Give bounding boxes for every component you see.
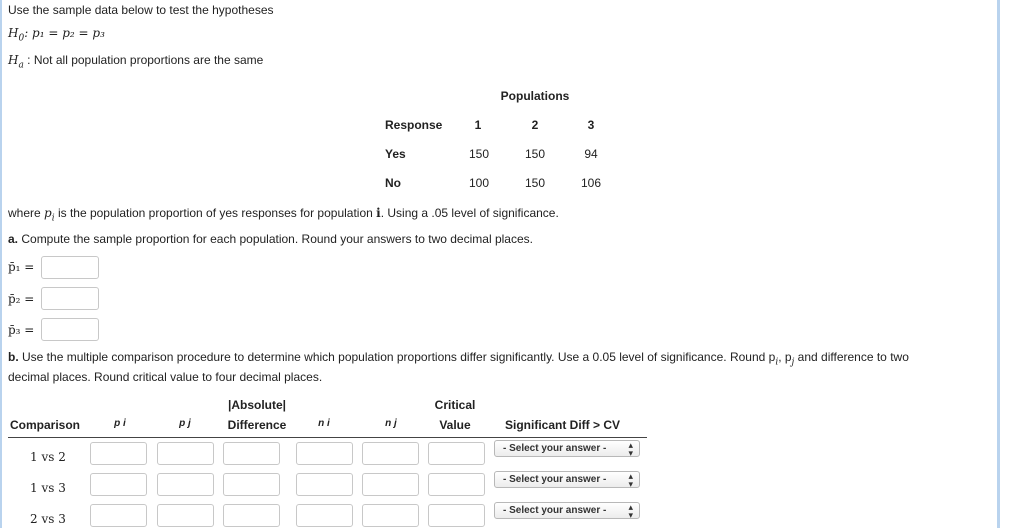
intro-text: Use the sample data below to test the hypotheses xyxy=(8,3,274,17)
row2-pj-input[interactable] xyxy=(157,473,214,496)
row1-nj-input[interactable] xyxy=(362,442,419,465)
row1-label: 1 vs 2 xyxy=(30,450,66,464)
data-header-pop2: 2 xyxy=(531,118,539,132)
part-b-comma: , p xyxy=(778,350,792,364)
where-middle: is the population proportion of yes responses for population xyxy=(54,206,377,220)
row2-critical-input[interactable] xyxy=(428,473,485,496)
header-value: Value xyxy=(439,418,471,432)
select-arrows-icon: ▴ ▾ xyxy=(628,502,633,520)
data-yes-pop2: 150 xyxy=(524,147,546,161)
where-p-sub: i xyxy=(51,213,55,224)
page-frame-left xyxy=(0,0,2,528)
header-significant: Significant Diff > CV xyxy=(505,418,621,432)
header-pi: p i xyxy=(114,418,126,429)
part-b-text-end: and difference to two xyxy=(794,350,909,364)
row3-label: 2 vs 3 xyxy=(30,512,66,526)
ha-label: H xyxy=(8,53,19,67)
row2-significance-select[interactable] xyxy=(494,471,640,488)
row3-pi-input[interactable] xyxy=(90,504,147,527)
row3-critical-input[interactable] xyxy=(428,504,485,527)
part-a-instructions xyxy=(8,232,533,246)
part-b-sub-i: i xyxy=(775,357,779,368)
part-b-sub-j: j xyxy=(791,357,795,368)
h0-sub: 0 xyxy=(18,33,25,44)
row1-select-label: - Select your answer - xyxy=(503,443,607,454)
where-i-symbol: i xyxy=(376,206,381,220)
where-text xyxy=(8,206,559,223)
populations-caption: Populations xyxy=(500,89,570,103)
page-frame-right xyxy=(997,0,1000,528)
part-a-label: a. xyxy=(8,232,19,246)
data-no-pop3: 106 xyxy=(580,176,602,190)
row2-pi-input[interactable] xyxy=(90,473,147,496)
alt-hypothesis xyxy=(8,53,263,70)
header-absolute: |Absolute| xyxy=(227,398,287,412)
p1-input[interactable] xyxy=(41,256,99,279)
row1-pj-input[interactable] xyxy=(157,442,214,465)
p2-input[interactable] xyxy=(41,287,99,310)
row2-select-label: - Select your answer - xyxy=(503,474,607,485)
row1-difference-input[interactable] xyxy=(223,442,280,465)
data-yes-pop1: 150 xyxy=(468,147,490,161)
data-no-pop1: 100 xyxy=(468,176,490,190)
row3-difference-input[interactable] xyxy=(223,504,280,527)
data-no-pop2: 150 xyxy=(524,176,546,190)
data-header-pop3: 3 xyxy=(587,118,595,132)
row3-nj-input[interactable] xyxy=(362,504,419,527)
data-header-pop1: 1 xyxy=(474,118,482,132)
row2-ni-input[interactable] xyxy=(296,473,353,496)
row1-pi-input[interactable] xyxy=(90,442,147,465)
header-critical: Critical xyxy=(434,398,476,412)
h0-text: : p₁ = p₂ = p₃ xyxy=(24,26,105,40)
row1-ni-input[interactable] xyxy=(296,442,353,465)
row2-difference-input[interactable] xyxy=(223,473,280,496)
header-nj: n j xyxy=(385,418,397,429)
data-yes-pop3: 94 xyxy=(584,147,598,161)
p1-label: p̄₁ = xyxy=(8,260,35,274)
ha-sub: a xyxy=(18,60,24,71)
header-ni: n i xyxy=(318,418,330,429)
data-header-response: Response xyxy=(385,118,443,132)
p3-input[interactable] xyxy=(41,318,99,341)
select-arrows-icon: ▴ ▾ xyxy=(628,440,633,458)
part-a-text: Compute the sample proportion for each population. Round your answers to two decimal places. xyxy=(18,232,533,246)
part-b-label: b. xyxy=(8,350,19,364)
p2-label: p̄₂ = xyxy=(8,292,35,306)
null-hypothesis xyxy=(8,26,105,43)
ha-text: : Not all population proportions are the same xyxy=(23,53,264,67)
where-prefix: where xyxy=(8,206,45,220)
h0-label: H xyxy=(8,26,19,40)
row3-ni-input[interactable] xyxy=(296,504,353,527)
header-difference: Difference xyxy=(227,418,287,432)
row1-critical-input[interactable] xyxy=(428,442,485,465)
where-p-symbol: p xyxy=(44,206,52,220)
p3-label: p̄₃ = xyxy=(8,323,35,337)
data-row-yes-label: Yes xyxy=(385,147,406,161)
row1-significance-select[interactable] xyxy=(494,440,640,457)
row2-label: 1 vs 3 xyxy=(30,481,66,495)
part-b-text: Use the multiple comparison procedure to determine which population proportions differ significantly. Use a 0.05 level of significance. Round p xyxy=(18,350,776,364)
header-pj: p j xyxy=(179,418,191,429)
table-header-rule xyxy=(8,437,647,438)
data-row-no-label: No xyxy=(385,176,401,190)
row3-select-label: - Select your answer - xyxy=(503,505,607,516)
part-b-instructions-line2: decimal places. Round critical value to four decimal places. xyxy=(8,370,323,384)
where-suffix: . Using a .05 level of significance. xyxy=(380,206,559,220)
row3-significance-select[interactable] xyxy=(494,502,640,519)
select-arrows-icon: ▴ ▾ xyxy=(628,471,633,489)
header-comparison: Comparison xyxy=(10,418,81,432)
part-b-instructions-line1 xyxy=(8,350,909,367)
row3-pj-input[interactable] xyxy=(157,504,214,527)
row2-nj-input[interactable] xyxy=(362,473,419,496)
